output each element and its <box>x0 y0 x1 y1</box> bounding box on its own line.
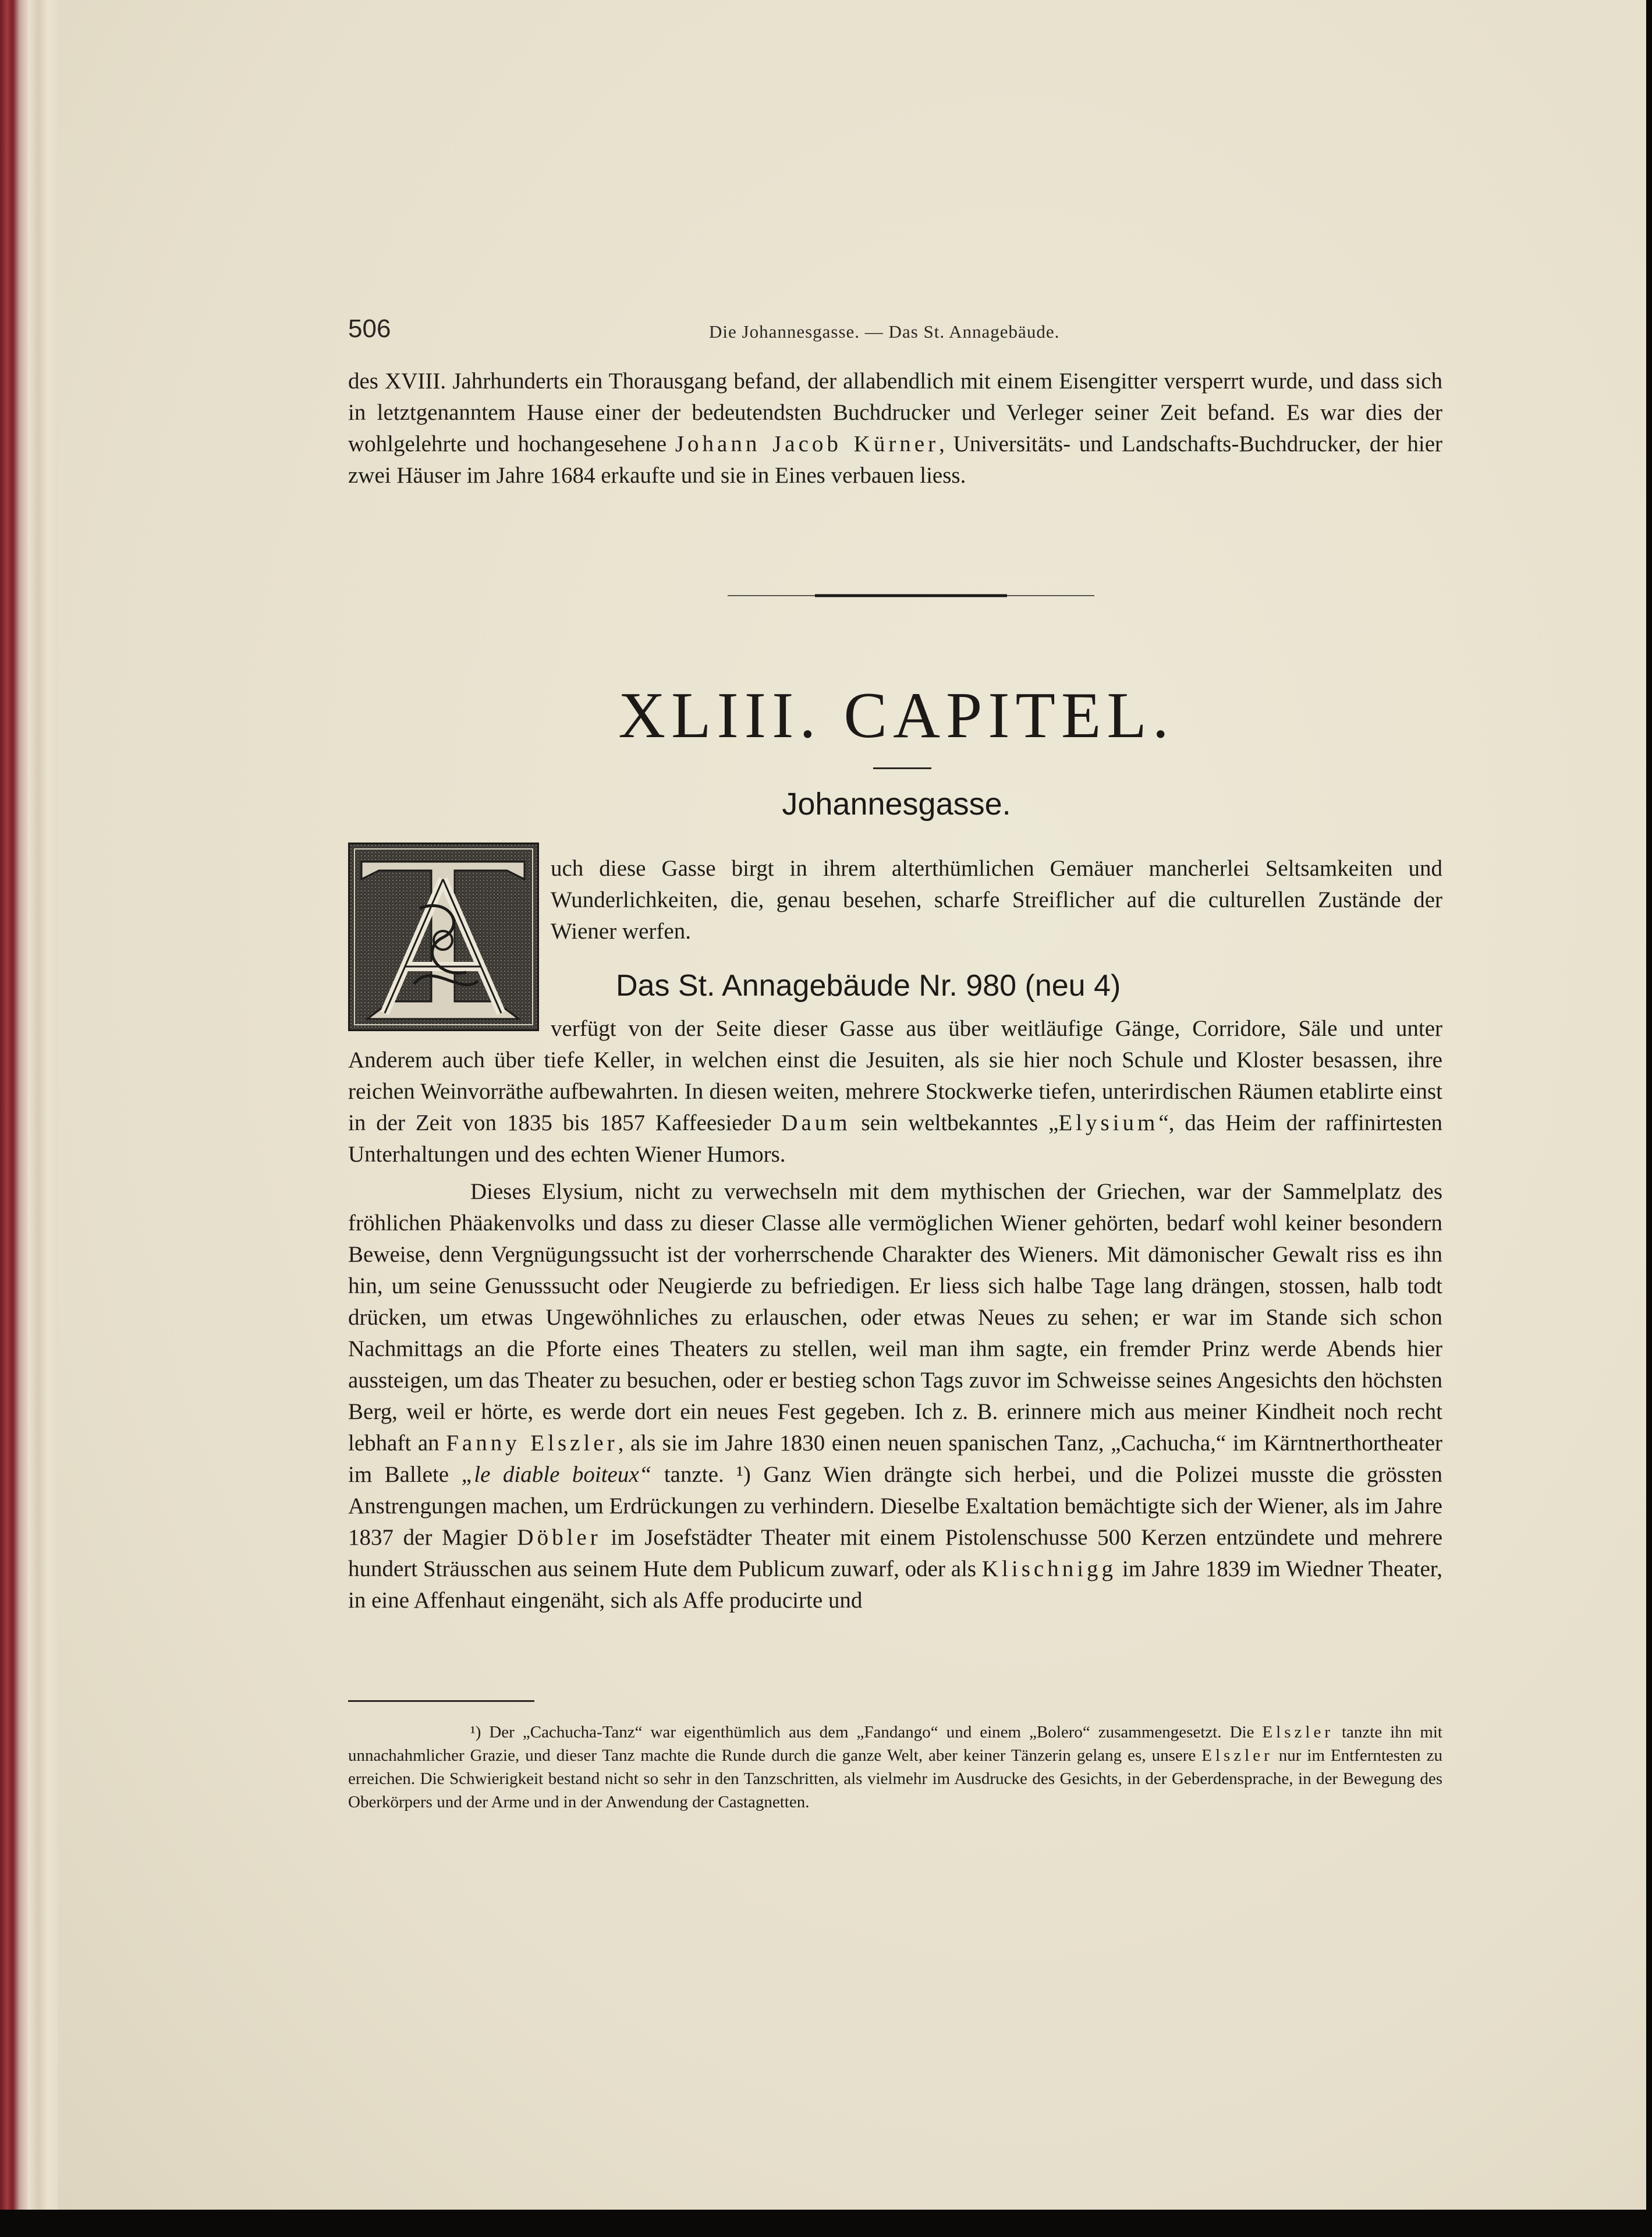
person-name-doebler: Döbler <box>517 1525 601 1550</box>
intro-text-b: , Universitäts- und Landschafts-Buchdrucker, der hier zwei Häuser im Jahre 1684 erkaufte und sie in Eines verbauen liess. <box>348 431 1442 488</box>
running-head: Die Johannesgasse. — Das St. Annagebäude. <box>709 321 1060 342</box>
scan-bottom-band <box>0 2210 1652 2237</box>
footnote-name-2: Elszler <box>1201 1746 1273 1765</box>
footnote-text-c: nur im Entferntesten zu erreichen. Die Schwierigkeit bestand nicht so sehr in den Tanzschritten, als vielmehr im Ausdrucke des Gesichts, in der Geberdensprache, in der Bewegung des Oberkörpers und der Arme und in der Anwendung der Castagnetten. <box>348 1746 1442 1811</box>
elysium-text-a: Dieses Elysium, nicht zu verwechseln mit dem mythischen der Griechen, war der Sammelplatz des fröhlichen Phäakenvolks und dass zu dieser Classe alle vermöglichen Wiener gehörten, bedarf wohl keiner besondern Beweise, denn Vergnügungssucht ist der vorherrschende Charakter des Wieners. Mit dämonischer Gewalt riss es ihn hin, um seine Genusssucht oder Neugierde zu befriedigen. Er liess sich halbe Tage lang drängen, stossen, halb todt drücken, um etwas Ungewöhnliches zu erlauschen, oder etwas Neues zu sehen; er war im Stande sich schon Nachmittags an die Pforte eines Theaters zu stellen, weil man ihm sagte, ein fremder Prinz werde Abends hier aussteigen, um das Theater zu besuchen, oder er bestieg schon Tags zuvor im Schweisse seines Angesichts den höchsten Berg, weil er hörte, es werde dort ein neues Fest gegeben. Ich z. B. erinnere mich aus meiner Kindheit noch recht lebhaft an <box>348 1179 1442 1456</box>
elysium-text-c: tanzte. ¹) Ganz Wien drängte sich herbei, und die Polizei musste die grössten Anstrengungen machen, um Erdrückungen zu verhindern. Dieselbe Exaltation bemächtigte sich der Wiener, als im Jahre 1837 der Magier <box>348 1462 1442 1550</box>
section-title: Johannesgasse. <box>782 787 1011 822</box>
house-heading: Das St. Annagebäude Nr. 980 (neu 4) <box>616 969 1121 1003</box>
divider <box>873 767 931 769</box>
chapter-title: XLIII. CAPITEL. <box>618 679 1175 752</box>
ornamental-rule <box>728 594 1094 597</box>
name-elysium: Elysium <box>1058 1110 1159 1135</box>
elysium-text-d: im Josefstädter Theater mit einem Pistolenschusse 500 Kerzen entzündete und mehrere hundert Sträusschen aus seinem Hute dem Publicum zuwarf, oder als <box>348 1525 1443 1581</box>
person-name-daum: Daum <box>781 1110 851 1135</box>
elysium-text-b: , als sie im Jahre 1830 einen neuen spanischen Tanz, „Cachucha,“ im Kärntnerthortheater im Ballete <box>348 1431 1443 1487</box>
person-name-kuerner: Johann Jacob Kürner <box>675 431 940 456</box>
house-text-a: verfügt von der Seite dieser Gasse aus über weitläufige Gänge, Corridore, Säle und unter Anderem auch über tiefe Keller, in welchen einst die Jesuiten, als sie hier noch Schule und Kloster besassen, ihre reichen Weinvorräthe aufbewahrten. In diesen weiten, mehrere Stockwerke tiefen, unterirdischen Räumen etablirte einst in der Zeit von 1835 bis 1857 Kaffeesieder <box>348 1016 1442 1135</box>
ornamental-initial-A-icon <box>348 843 539 1031</box>
house-paragraph <box>348 1013 1442 1170</box>
footnote <box>348 1721 1442 1814</box>
intro-paragraph <box>348 366 1442 491</box>
house-text-b: sein weltbekanntes „ <box>850 1110 1059 1135</box>
ballet-title: „le diable boiteux“ <box>461 1462 652 1487</box>
lead-paragraph: uch diese Gasse birgt in ihrem alterthümlichen Gemäuer mancherlei Seltsamkeiten und Wunderlichkeiten, die, genau besehen, scharfe Streiflicher auf die culturellen Zustände der Wiener werfen. <box>551 856 1442 944</box>
footnote-rule <box>348 1700 534 1702</box>
footnote-name-1: Elszler <box>1262 1723 1334 1742</box>
person-name-klischnigg: Klischnigg <box>981 1556 1117 1581</box>
page-number: 506 <box>348 314 391 343</box>
elysium-text-e: im Jahre 1839 im Wiedner Theater, in eine Affenhaut eingenäht, sich als Affe producirte und <box>348 1556 1442 1613</box>
house-text-c: “, das Heim der raffinirtesten Unterhaltungen und des echten Wiener Humors. <box>348 1110 1443 1167</box>
page-header <box>348 314 1437 355</box>
elysium-paragraph <box>348 1176 1442 1616</box>
footnote-text-a: ¹) Der „Cachucha-Tanz“ war eigenthümlich aus dem „Fandango“ und einem „Bolero“ zusammengesetzt. Die <box>470 1723 1263 1742</box>
book-page-edges <box>0 0 58 2210</box>
person-name-elssler: Fanny Elszler <box>446 1431 618 1456</box>
initial-letter-graphic <box>350 844 537 1029</box>
intro-text-a: des XVIII. Jahrhunderts ein Thorausgang befand, der allabendlich mit einem Eisengitter versperrt wurde, und dass sich in letztgenanntem Hause einer der bedeutendsten Buchdrucker und Verleger seiner Zeit befand. Es war dies der wohlgelehrte und hochangesehene <box>348 369 1442 456</box>
footnote-text-b: tanzte ihn mit unnachahmlicher Grazie, und dieser Tanz machte die Runde durch die ganze Welt, aber keiner Tänzerin gelang es, unsere <box>348 1723 1442 1765</box>
